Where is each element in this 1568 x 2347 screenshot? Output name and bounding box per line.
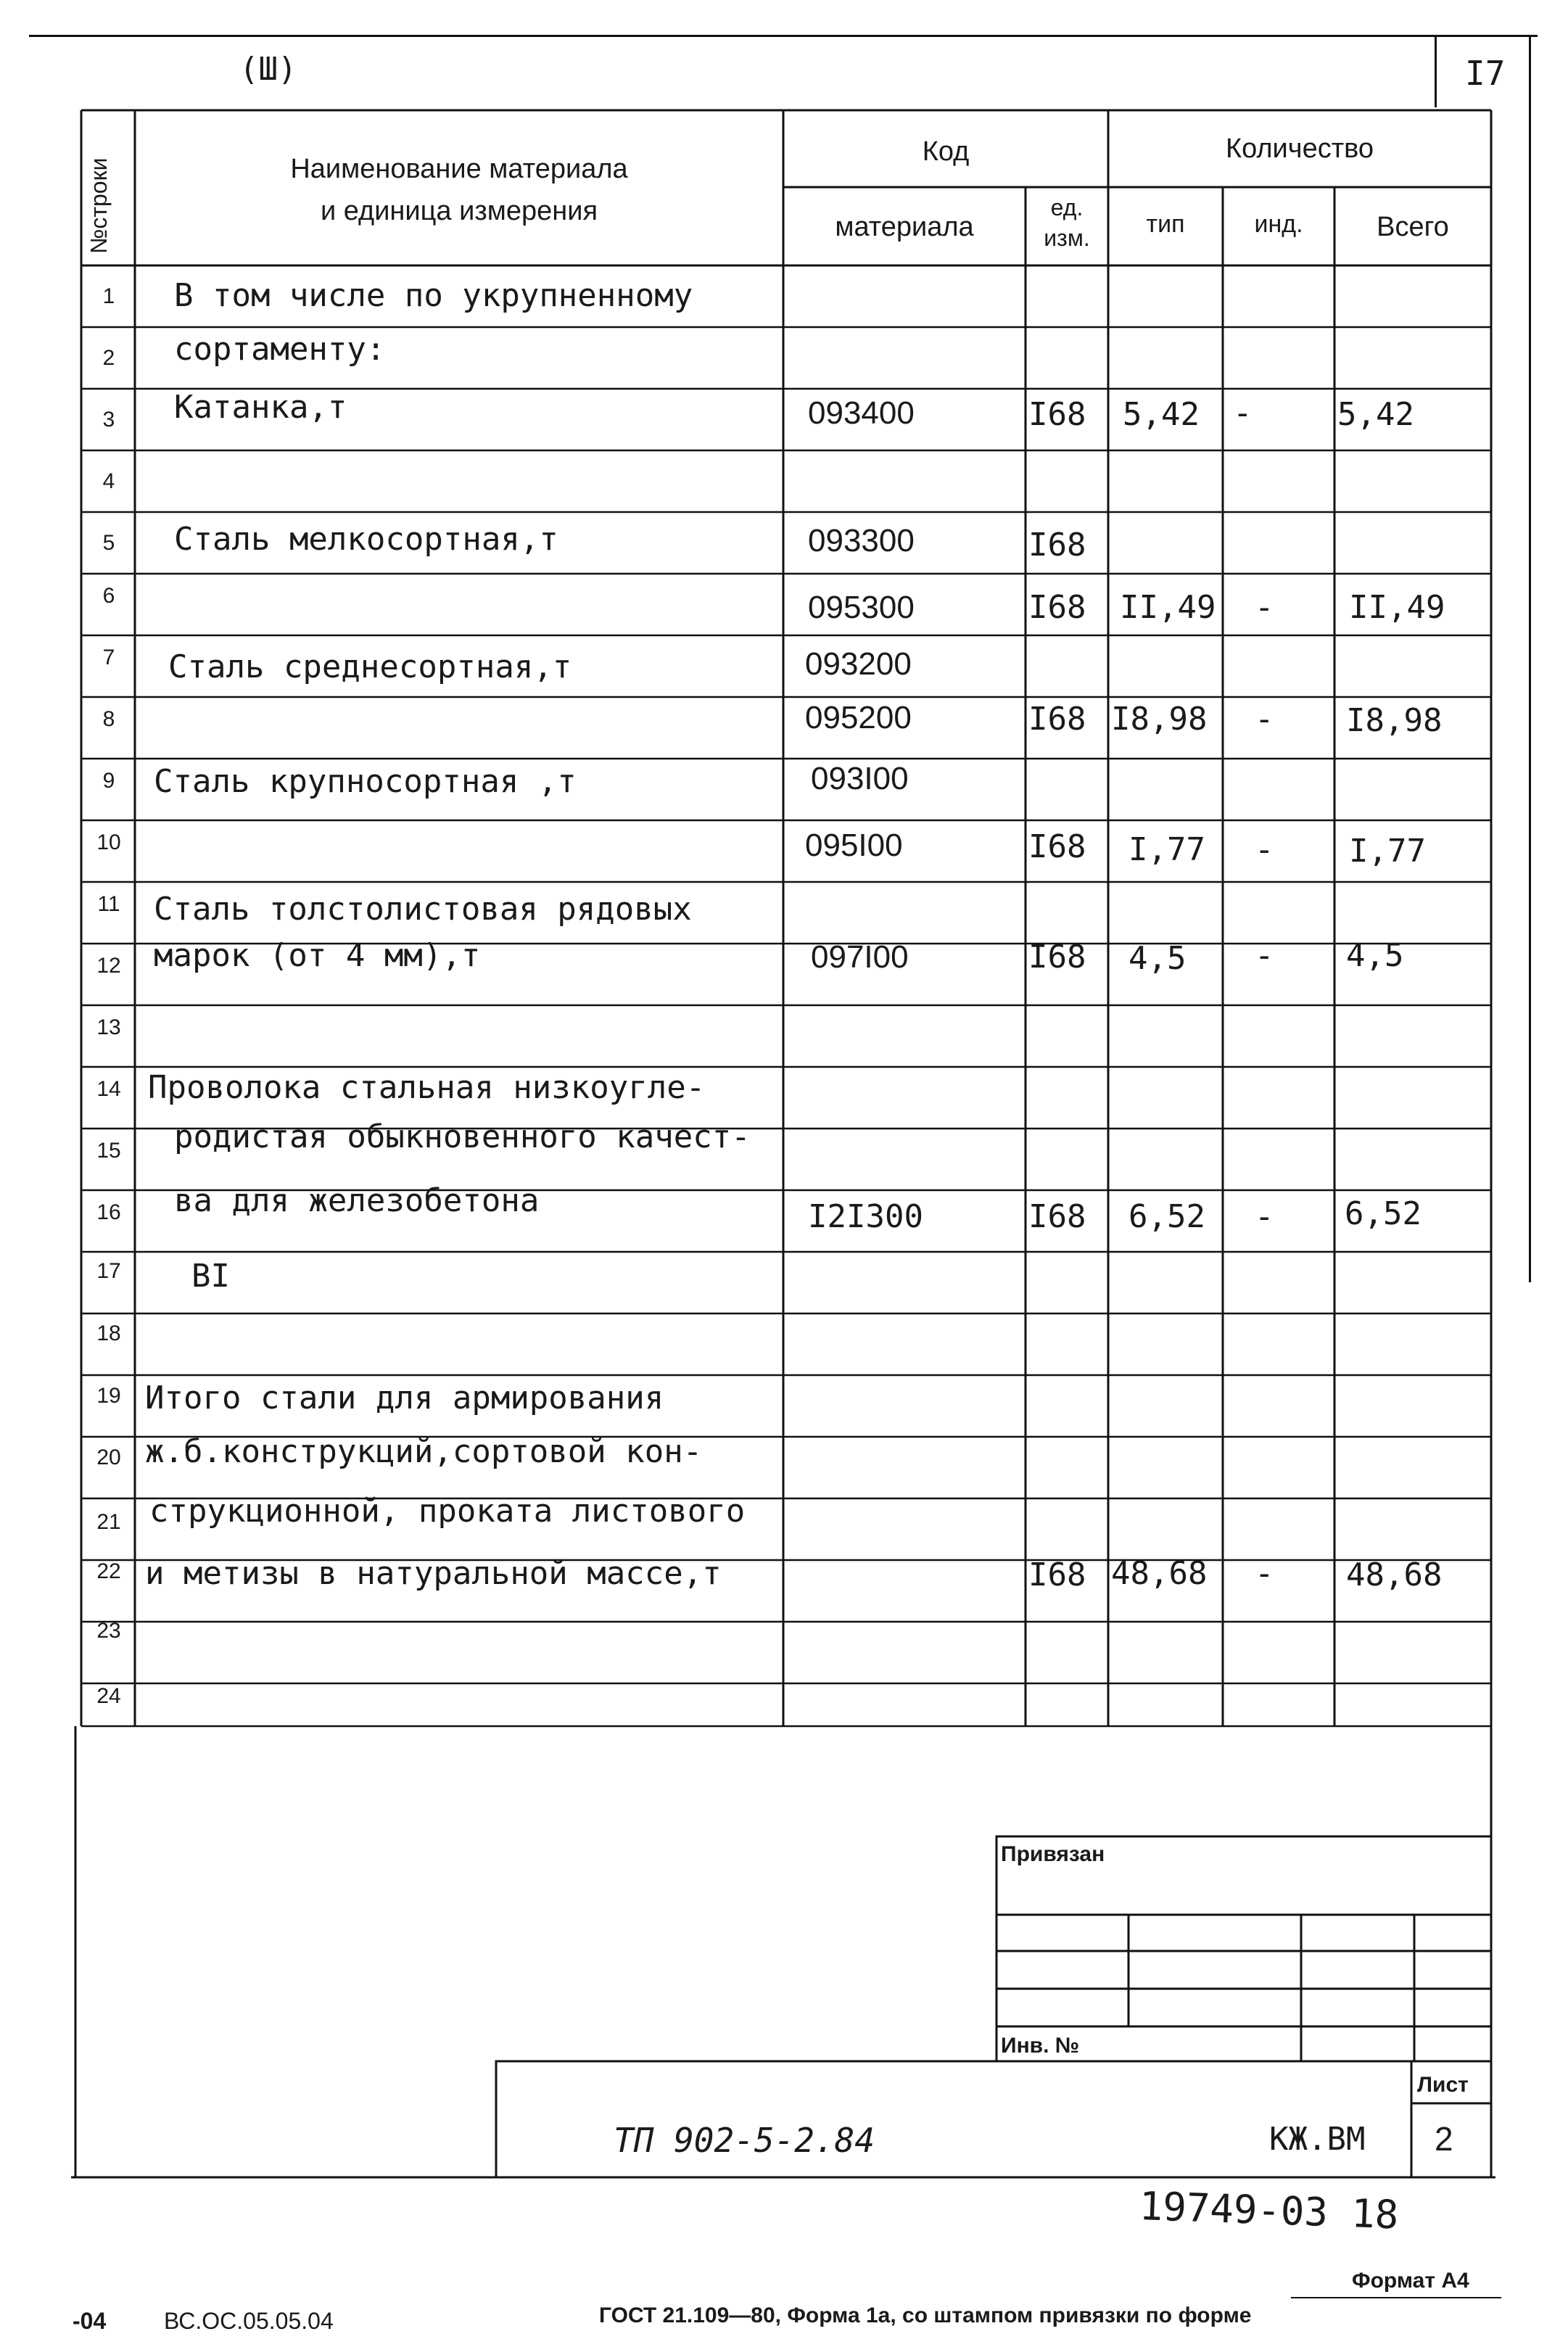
row-number: 15 [96,1139,121,1163]
format-label: Формат А4 [1352,2269,1469,2293]
row-number: 20 [96,1445,121,1469]
row-number: 3 [102,408,115,432]
row-number: 11 [97,892,120,916]
row-number: 19 [96,1384,121,1408]
row-name: Сталь мелкосортная,т [174,521,558,558]
row-type: 4,5 [1128,940,1187,977]
handwritten-number: 19749-03 18 [1138,2183,1400,2238]
row-code: 097I00 [811,939,909,975]
row-number: 5 [102,531,115,555]
row-name: Сталь среднесортная,т [168,648,572,685]
sheet-top-left: (Ш) [239,51,297,88]
row-code: 093200 [805,646,912,682]
row-number: 24 [96,1684,121,1708]
row-code: 093400 [808,395,915,431]
stamp-privyazan: Привязан [1001,1842,1105,1866]
header-name-line1: Наименование материала [290,154,628,184]
stamp-sheet-number: 2 [1435,2120,1453,2158]
row-total: 5,42 [1337,396,1414,433]
row-name: сортаменту: [174,331,386,368]
row-number: 16 [96,1200,121,1224]
row-code: 093300 [808,523,915,558]
row-number: 6 [102,584,115,608]
row-ind: - [1255,831,1274,868]
row-total: 48,68 [1346,1556,1443,1593]
header-code-group: Код [922,136,970,167]
row-name: В том числе по укрупненному [174,277,693,314]
row-unit: I68 [1028,589,1086,626]
row-number: 4 [102,469,115,493]
row-ind: - [1255,701,1274,738]
row-total: I8,98 [1346,702,1443,739]
row-type: 5,42 [1123,396,1200,433]
row-unit: I68 [1028,701,1086,738]
row-total: II,49 [1349,589,1445,626]
footer-left: ВС.ОС.05.05.04 [164,2308,334,2334]
row-ind: - [1255,589,1274,626]
row-number: 13 [96,1015,121,1039]
row-ind: - [1233,395,1253,432]
stamp-sheet-label: Лист [1417,2073,1469,2097]
row-number: 12 [96,954,121,978]
header-qty-ind: инд. [1254,210,1303,238]
row-number: 18 [96,1321,121,1345]
footer-center: ГОСТ 21.109—80, Форма 1а, со штампом привязки по форме [599,2303,1252,2327]
footer-left-code: -04 [73,2308,107,2334]
row-number: 21 [96,1510,121,1534]
row-ind: - [1255,1555,1274,1592]
row-name: Сталь толстолистовая рядовых [154,891,692,928]
row-unit: I68 [1028,527,1086,564]
header-code-unit-line2: изм. [1044,225,1090,251]
header-qty-type: тип [1146,210,1185,238]
stamp-inv-no: Инв. № [1001,2034,1080,2058]
row-code: I2I300 [808,1198,923,1235]
row-number: 22 [96,1559,121,1583]
row-name: Катанка,т [174,389,347,426]
header-row-no-label: №строки [86,157,112,254]
row-type: I,77 [1128,831,1205,868]
row-type: II,49 [1120,589,1216,626]
row-ind: - [1255,1198,1274,1235]
row-code: 095300 [808,590,915,625]
row-number: 23 [96,1619,121,1643]
row-name: марок (от 4 мм),т [154,937,481,974]
row-type: I8,98 [1111,701,1208,738]
row-number: 8 [102,707,115,731]
row-number: 1 [102,284,115,308]
row-number: 7 [102,645,115,669]
row-ind: - [1255,937,1274,974]
page-number: I7 [1465,54,1506,93]
row-name: ва для железобетона [174,1182,540,1219]
row-unit: I68 [1028,828,1086,865]
row-number: 14 [96,1077,121,1101]
row-name: Проволока стальная низкоугле- [148,1069,706,1106]
row-number: 9 [102,769,115,793]
row-number: 17 [96,1259,121,1283]
row-name: Итого стали для армирования [145,1379,664,1416]
header-code-unit-line1: ед. [1050,194,1084,220]
stamp-designation: ТП 902-5-2.84 [614,2121,875,2160]
row-name: струкционной, проката листового [149,1493,746,1530]
row-name: ж.б.конструкций,сортовой кон- [145,1433,703,1470]
row-name: BI [191,1258,230,1295]
header-name-line2: и единица измерения [320,196,598,226]
row-unit: I68 [1028,1198,1086,1235]
row-name: родистая обыкновенного качест- [174,1118,751,1155]
row-total: I,77 [1349,833,1426,870]
row-name: и метизы в натуральной массе,т [145,1555,722,1592]
row-number: 2 [102,346,115,370]
row-unit: I68 [1028,939,1086,975]
row-name: Сталь крупносортная ,т [154,763,577,800]
header-qty-total: Всего [1377,212,1449,242]
row-total: 4,5 [1346,937,1404,974]
stamp-section: КЖ.ВМ [1269,2121,1366,2158]
row-code: 093I00 [811,761,909,796]
header-qty-group: Количество [1225,133,1374,164]
row-type: 6,52 [1128,1198,1205,1235]
row-unit: I68 [1028,396,1086,433]
row-code: 095200 [805,700,912,735]
row-total: 6,52 [1345,1195,1421,1232]
row-number: 10 [96,830,121,854]
row-code: 095I00 [805,828,903,863]
header-code-material: материала [835,212,974,242]
row-unit: I68 [1028,1556,1086,1593]
row-type: 48,68 [1111,1555,1208,1592]
